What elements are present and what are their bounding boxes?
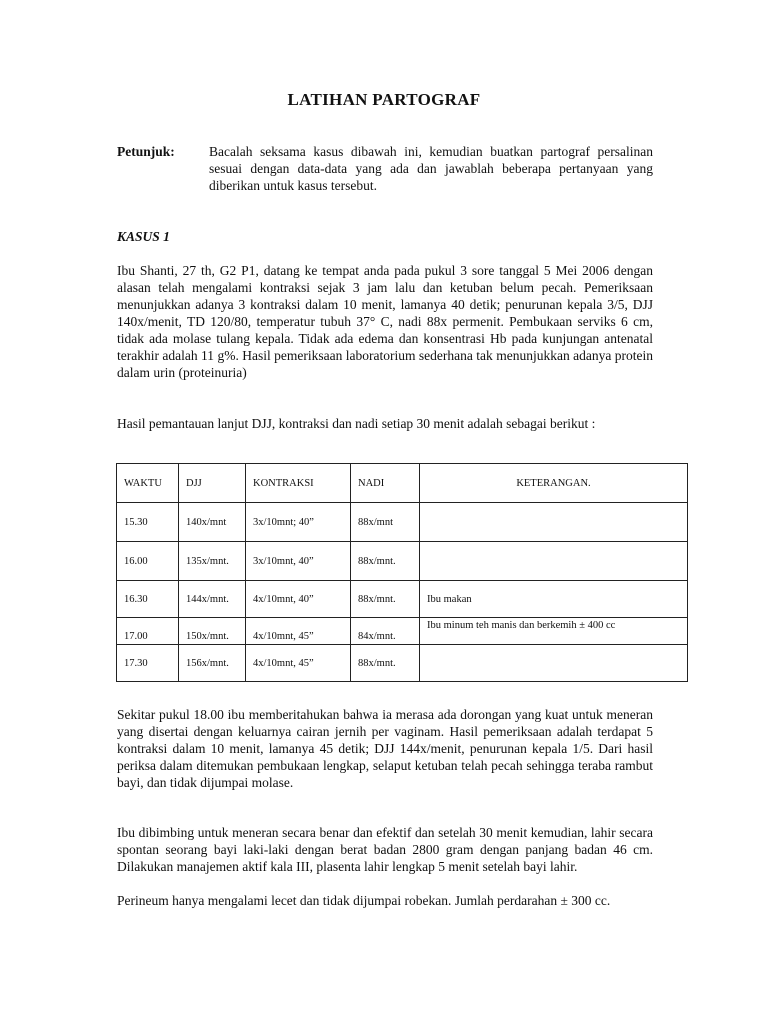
case-description-paragraph: Ibu Shanti, 27 th, G2 P1, datang ke tempat anda pada pukul 3 sore tanggal 5 Mei 2006 dengan alasan telah mengalami kontraksi sejak 3 jam lalu dan ketuban belum pecah. Pemeriksaan menunjukkan adanya 3 kontraksi dalam 10 menit, lamanya 40 detik; penurunan kepala 3/5, DJJ 140x/menit, TD 120/80, temperatur tubuh 37° C, nadi 88x permenit. Pembukaan serviks 6 cm, tidak ada molase tulang kepala. Tidak ada edema dan konsentrasi Hb pada kunjungan antenatal terakhir adalah 11 g%. Hasil pemeriksaan laboratorium sederhana tak menunjukkan adanya protein dalam urin (proteinuria) <box>117 263 653 380</box>
cell-waktu: 16.30 <box>117 581 179 618</box>
cell-waktu: 16.00 <box>117 542 179 581</box>
header-keterangan: KETERANGAN. <box>420 464 688 503</box>
table-row <box>117 503 688 542</box>
cell-djj: 144x/mnt. <box>179 581 246 618</box>
instruction-text: Bacalah seksama kasus dibawah ini, kemudian buatkan partograf persalinan sesuai dengan data-data yang ada dan jawablah beberapa pertanyaan yang diberikan untuk kasus tersebut. <box>209 144 653 193</box>
cell-keterangan <box>420 645 688 682</box>
table-row <box>117 581 688 618</box>
cell-nadi: 88x/mnt. <box>351 581 420 618</box>
cell-keterangan <box>420 503 688 542</box>
second-stage-paragraph: Sekitar pukul 18.00 ibu memberitahukan bahwa ia merasa ada dorongan yang kuat untuk meneran yang disertai dengan keluarnya cairan jernih per vaginam. Hasil pemeriksaan adalah terdapat 5 kontraksi dalam 10 menit, lamanya 45 detik; DJJ 144x/menit, penurunan kepala 1/5. Dari hasil periksa dalam ditemukan pembukaan lengkap, selaput ketuban telah pecah sehingga teraba rambut bayi, dan tidak dijumpai molase. <box>117 707 653 790</box>
cell-kontraksi: 3x/10mnt, 40” <box>246 542 351 581</box>
header-kontraksi: KONTRAKSI <box>246 464 351 503</box>
header-djj: DJJ <box>179 464 246 503</box>
monitoring-intro-paragraph: Hasil pemantauan lanjut DJJ, kontraksi dan nadi setiap 30 menit adalah sebagai berikut : <box>117 416 596 431</box>
cell-djj: 156x/mnt. <box>179 645 246 682</box>
cell-kontraksi: 4x/10mnt, 45” <box>246 645 351 682</box>
cell-kontraksi: 3x/10mnt; 40” <box>246 503 351 542</box>
cell-kontraksi: 4x/10mnt, 45” <box>246 618 351 645</box>
instruction-label-text: Petunjuk <box>117 144 171 159</box>
delivery-paragraph: Ibu dibimbing untuk meneran secara benar dan efektif dan setelah 30 menit kemudian, lahir secara spontan seorang bayi laki-laki dengan berat badan 2800 gram dengan panjang badan 46 cm. Dilakukan manajemen aktif kala III, plasenta lahir lengkap 5 menit setelah bayi lahir. <box>117 825 653 874</box>
cell-keterangan: Ibu minum teh manis dan berkemih ± 400 cc <box>420 618 688 645</box>
instruction-label <box>117 144 175 160</box>
cell-waktu: 17.30 <box>117 645 179 682</box>
cell-djj: 135x/mnt. <box>179 542 246 581</box>
instruction-label-colon: : <box>170 144 175 159</box>
cell-nadi: 88x/mnt. <box>351 645 420 682</box>
cell-keterangan <box>420 542 688 581</box>
table-header-row <box>117 464 688 503</box>
table-row <box>117 542 688 581</box>
header-waktu: WAKTU <box>117 464 179 503</box>
case-heading: KASUS 1 <box>117 229 170 244</box>
document-title: LATIHAN PARTOGRAF <box>287 90 481 109</box>
perineum-paragraph: Perineum hanya mengalami lecet dan tidak dijumpai robekan. Jumlah perdarahan ± 300 cc. <box>117 893 611 908</box>
header-nadi: NADI <box>351 464 420 503</box>
monitoring-table <box>116 463 688 682</box>
cell-waktu: 15.30 <box>117 503 179 542</box>
cell-djj: 140x/mnt <box>179 503 246 542</box>
cell-kontraksi: 4x/10mnt, 40” <box>246 581 351 618</box>
cell-waktu: 17.00 <box>117 618 179 645</box>
cell-nadi: 88x/mnt. <box>351 542 420 581</box>
cell-keterangan: Ibu makan <box>420 581 688 618</box>
cell-nadi: 84x/mnt. <box>351 618 420 645</box>
table-row <box>117 645 688 682</box>
cell-djj: 150x/mnt. <box>179 618 246 645</box>
cell-nadi: 88x/mnt <box>351 503 420 542</box>
table-row <box>117 618 688 645</box>
